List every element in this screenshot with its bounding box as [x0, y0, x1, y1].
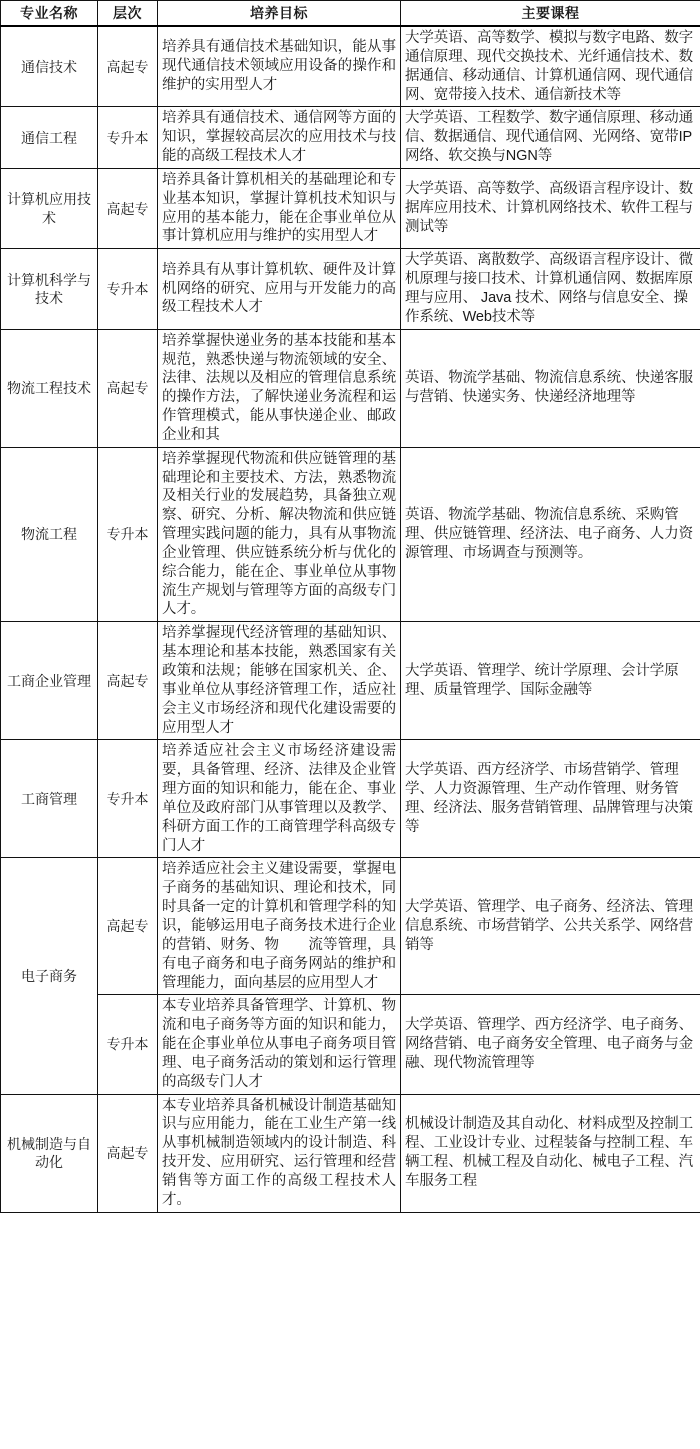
cell-training-objective: 培养掌握现代经济管理的基础知识、基本理论和基本技能，熟悉国家有关政策和法规；能够在国家机关、企、事业单位从事经济管理工作，适应社会主义市场经济和现代化建设需要的应用型人才	[158, 622, 401, 740]
cell-major-name: 电子商务	[1, 858, 98, 1094]
cell-level: 高起专	[98, 329, 158, 447]
cell-main-courses: 大学英语、工程数学、数字通信原理、移动通信、数据通信、现代通信网、光网络、宽带IP网络、软交换与NGN等	[401, 107, 700, 169]
cell-major-name: 通信工程	[1, 107, 98, 169]
cell-level: 高起专	[98, 858, 158, 995]
cell-level: 专升本	[98, 107, 158, 169]
table-row	[1, 168, 700, 248]
cell-main-courses: 机械设计制造及其自动化、材料成型及控制工程、工业设计专业、过程装备与控制工程、车辆工程、机械工程及自动化、械电子工程、汽车服务工程	[401, 1094, 700, 1212]
cell-major-name: 物流工程	[1, 447, 98, 622]
table-body	[1, 26, 700, 1212]
header-row	[1, 1, 700, 27]
column-header-level: 层次	[98, 1, 158, 27]
cell-main-courses: 大学英语、管理学、电子商务、经济法、管理信息系统、市场营销学、公共关系学、网络营销等	[401, 858, 700, 995]
cell-training-objective: 培养适应社会主义市场经济建设需要，具备管理、经济、法律及企业管理方面的知识和能力，能在企、事业单位及政府部门从事管理以及教学、科研方面工作的工商管理学科高级专门人才	[158, 740, 401, 858]
cell-level: 专升本	[98, 249, 158, 329]
cell-training-objective: 本专业培养具备管理学、计算机、物流和电子商务等方面的知识和能力，能在企事业单位从事电子商务项目管理、电子商务活动的策划和运行管理的高级专门人才	[158, 995, 401, 1094]
cell-training-objective: 培养具有从事计算机软、硬件及计算机网络的研究、应用与开发能力的高级工程技术人才	[158, 249, 401, 329]
table-row	[1, 858, 700, 995]
table-row	[1, 740, 700, 858]
table-row	[1, 329, 700, 447]
cell-training-objective: 培养具有通信技术、通信网等方面的知识，掌握较高层次的应用技术与技能的高级工程技术人才	[158, 107, 401, 169]
cell-level: 专升本	[98, 447, 158, 622]
cell-main-courses: 英语、物流学基础、物流信息系统、快递客服与营销、快递实务、快递经济地理等	[401, 329, 700, 447]
cell-major-name: 工商管理	[1, 740, 98, 858]
cell-main-courses: 大学英语、管理学、统计学原理、会计学原理、质量管理学、国际金融等	[401, 622, 700, 740]
cell-level: 专升本	[98, 740, 158, 858]
table-row	[1, 447, 700, 622]
column-header-main-courses: 主要课程	[401, 1, 700, 27]
cell-main-courses: 大学英语、西方经济学、市场营销学、管理学、人力资源管理、生产动作管理、财务管理、经济法、服务营销管理、品牌管理与决策等	[401, 740, 700, 858]
cell-main-courses: 大学英语、离散数学、高级语言程序设计、微机原理与接口技术、计算机通信网、数据库原理与应用、 Java 技术、网络与信息安全、操作系统、Web技术等	[401, 249, 700, 329]
cell-training-objective: 培养具有通信技术基础知识，能从事现代通信技术领域应用设备的操作和维护的实用型人才	[158, 26, 401, 107]
cell-training-objective: 培养具备计算机相关的基础理论和专业基本知识，掌握计算机技术知识与应用的基本能力，能在企事业单位从事计算机应用与维护的实用型人才	[158, 168, 401, 248]
cell-major-name: 计算机科学与技术	[1, 249, 98, 329]
table-row	[1, 622, 700, 740]
cell-major-name: 物流工程技术	[1, 329, 98, 447]
cell-major-name: 计算机应用技术	[1, 168, 98, 248]
table-row	[1, 1094, 700, 1212]
cell-level: 高起专	[98, 622, 158, 740]
table-header	[1, 1, 700, 27]
cell-major-name: 通信技术	[1, 26, 98, 107]
table-row	[1, 249, 700, 329]
cell-training-objective: 培养掌握现代物流和供应链管理的基础理论和主要技术、方法，熟悉物流及相关行业的发展趋势，具备独立观察、研究、分析、解决物流和供应链管理实践问题的能力，具有从事物流企业管理、供应链系统分析与优化的综合能力，能在企、事业单位从事物流生产规划与管理等方面的高级专门人才。	[158, 447, 401, 622]
cell-major-name: 机械制造与自动化	[1, 1094, 98, 1212]
cell-main-courses: 英语、物流学基础、物流信息系统、采购管理、供应链管理、经济法、电子商务、人力资源管理、市场调查与预测等。	[401, 447, 700, 622]
cell-main-courses: 大学英语、高等数学、模拟与数字电路、数字通信原理、现代交换技术、光纤通信技术、数据通信、移动通信、计算机通信网、现代通信网、宽带接入技术、通信新技术等	[401, 26, 700, 107]
cell-level: 专升本	[98, 995, 158, 1094]
cell-main-courses: 大学英语、高等数学、高级语言程序设计、数据库应用技术、计算机网络技术、软件工程与测试等	[401, 168, 700, 248]
cell-level: 高起专	[98, 26, 158, 107]
cell-training-objective: 本专业培养具备机械设计制造基础知识与应用能力，能在工业生产第一线从事机械制造领域内的设计制造、科技开发、应用研究、运行管理和经营销售等方面工作的高级工程技术人才。	[158, 1094, 401, 1212]
cell-major-name: 工商企业管理	[1, 622, 98, 740]
table-row	[1, 107, 700, 169]
column-header-major-name: 专业名称	[1, 1, 98, 27]
table-row	[1, 995, 700, 1094]
cell-training-objective: 培养适应社会主义建设需要，掌握电子商务的基础知识、理论和技术，同时具备一定的计算机和管理学科的知识，能够运用电子商务技术进行企业的营销、财务、物 流等管理，具有电子商务和电子商务网站的维护和管理能力，面向基层的应用型人才	[158, 858, 401, 995]
cell-training-objective: 培养掌握快递业务的基本技能和基本规范，熟悉快递与物流领域的安全、法律、法规以及相应的管理信息系统的操作方法，了解快递业务流程和运作管理模式，能从事快递企业、邮政企业和其	[158, 329, 401, 447]
cell-level: 高起专	[98, 1094, 158, 1212]
cell-level: 高起专	[98, 168, 158, 248]
cell-main-courses: 大学英语、管理学、西方经济学、电子商务、网络营销、电子商务安全管理、电子商务与金融、现代物流管理等	[401, 995, 700, 1094]
column-header-training-objective: 培养目标	[158, 1, 401, 27]
table-row	[1, 26, 700, 107]
